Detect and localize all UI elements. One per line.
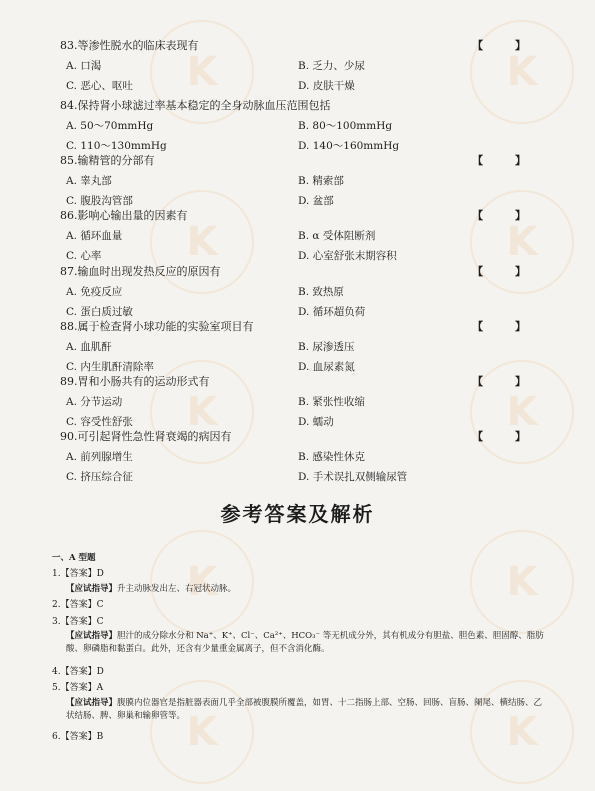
question-number: 88. — [60, 320, 78, 333]
guide-text: 胆汁的成分除水分和 Na⁺、K⁺、Cl⁻、Ca²⁺、HCO₃⁻ 等无机成分外，其有机成分有胆盐、胆色素、胆固醇、脂肪酸、卵磷脂和黏蛋白。此外，还含有少量重金属离子，但不含消化酶。 — [66, 631, 544, 654]
option-c: C. 110～130mmHg — [66, 140, 167, 152]
answer-3: 3.【答案】C — [52, 617, 104, 627]
question-87 — [60, 265, 540, 279]
answer-bracket: 【 】 — [472, 375, 540, 388]
watermark-logo: K — [150, 190, 254, 294]
option-d: D. 循环超负荷 — [298, 306, 366, 318]
guide-label: 【应试指导】 — [66, 698, 118, 708]
section-title: 参考答案及解析 — [220, 502, 375, 526]
question-text: 可引起肾性急性肾衰竭的病因有 — [77, 430, 232, 443]
answer-bracket: 【 】 — [472, 154, 540, 167]
option-c: C. 心率 — [66, 250, 102, 262]
question-88 — [60, 320, 540, 334]
watermark-logo: K — [470, 530, 574, 634]
option-d: D. 心室舒张末期容积 — [298, 250, 397, 262]
guide-text: 升主动脉发出左、右冠状动脉。 — [117, 584, 237, 594]
question-text: 胃和小肠共有的运动形式有 — [77, 375, 210, 388]
option-b: B. 80～100mmHg — [298, 120, 393, 132]
question-number: 90. — [60, 430, 78, 443]
question-text: 输血时出现发热反应的原因有 — [77, 265, 221, 278]
question-number: 87. — [60, 265, 78, 278]
watermark-logo: K — [150, 360, 254, 464]
question-84 — [60, 99, 540, 113]
option-d: D. 蠕动 — [298, 416, 334, 428]
option-b: B. α 受体阻断剂 — [298, 230, 376, 242]
guide-5 — [66, 697, 546, 723]
option-c: C. 内生肌酐清除率 — [66, 361, 154, 373]
question-text: 属于检查肾小球功能的实验室项目有 — [77, 320, 254, 333]
option-b: B. 致热原 — [298, 286, 344, 298]
answer-bracket: 【 】 — [472, 265, 540, 278]
answer-5: 5.【答案】A — [52, 683, 104, 693]
watermark-logo: K — [150, 20, 254, 124]
answer-bracket: 【 】 — [472, 430, 540, 443]
guide-3 — [66, 630, 546, 656]
guide-label: 【应试指导】 — [66, 631, 118, 641]
option-a: A. 循环血量 — [66, 230, 123, 242]
option-a: A. 免疫反应 — [66, 286, 123, 298]
answer-2: 2.【答案】C — [52, 600, 104, 610]
option-a: A. 睾丸部 — [66, 175, 112, 187]
question-number: 89. — [60, 375, 78, 388]
option-c: C. 腹股沟管部 — [66, 195, 133, 207]
question-text: 输精管的分部有 — [77, 154, 155, 167]
option-c: C. 蛋白质过敏 — [66, 306, 133, 318]
option-a: A. 口渴 — [66, 60, 102, 72]
watermark-logo: K — [470, 20, 574, 124]
option-d: D. 140～160mmHg — [298, 140, 400, 152]
option-a: A. 血肌酐 — [66, 341, 112, 353]
answer-bracket: 【 】 — [472, 39, 540, 52]
option-c: C. 恶心、呕吐 — [66, 80, 133, 92]
question-text: 等渗性脱水的临床表现有 — [77, 39, 199, 52]
guide-1 — [66, 583, 546, 596]
option-b: B. 尿渗透压 — [298, 341, 355, 353]
guide-text: 腹膜内位器官是指脏器表面几乎全部被腹膜所覆盖，如胃、十二指肠上部、空肠、回肠、盲肠、阑尾、横结肠、乙状结肠、脾、卵巢和输卵管等。 — [66, 698, 543, 721]
question-number: 85. — [60, 154, 78, 167]
option-d: D. 皮肤干燥 — [298, 80, 355, 92]
option-d: D. 血尿素氮 — [298, 361, 355, 373]
question-number: 83. — [60, 39, 78, 52]
option-a: A. 前列腺增生 — [66, 451, 133, 463]
section-subtitle: 一、A 型题 — [52, 553, 96, 563]
option-b: B. 感染性休克 — [298, 451, 365, 463]
question-text: 保持肾小球滤过率基本稳定的全身动脉血压范围包括 — [77, 99, 331, 112]
answer-4: 4.【答案】D — [52, 667, 104, 677]
question-90 — [60, 430, 540, 444]
option-a: A. 分节运动 — [66, 396, 123, 408]
question-number: 86. — [60, 209, 78, 222]
watermark-logo: K — [470, 190, 574, 294]
question-text: 影响心输出量的因素有 — [77, 209, 188, 222]
watermark-logo: K — [470, 680, 574, 784]
option-a: A. 50～70mmHg — [66, 120, 154, 132]
question-83 — [60, 39, 540, 53]
answer-6: 6.【答案】B — [52, 732, 104, 742]
option-c: C. 容受性舒张 — [66, 416, 133, 428]
question-86 — [60, 209, 540, 223]
option-d: D. 盆部 — [298, 195, 334, 207]
option-b: B. 紧张性收缩 — [298, 396, 365, 408]
option-b: B. 乏力、少尿 — [298, 60, 365, 72]
option-d: D. 手术误扎双侧输尿管 — [298, 471, 408, 483]
watermark-logo: K — [150, 680, 254, 784]
question-85 — [60, 154, 540, 168]
question-89 — [60, 375, 540, 389]
option-c: C. 挤压综合征 — [66, 471, 133, 483]
question-number: 84. — [60, 99, 78, 112]
guide-label: 【应试指导】 — [66, 584, 118, 594]
answer-1: 1.【答案】D — [52, 569, 104, 579]
watermark-logo: K — [470, 360, 574, 464]
watermark-logo: K — [150, 530, 254, 634]
answer-bracket: 【 】 — [472, 209, 540, 222]
option-b: B. 精索部 — [298, 175, 344, 187]
answer-bracket: 【 】 — [472, 320, 540, 333]
